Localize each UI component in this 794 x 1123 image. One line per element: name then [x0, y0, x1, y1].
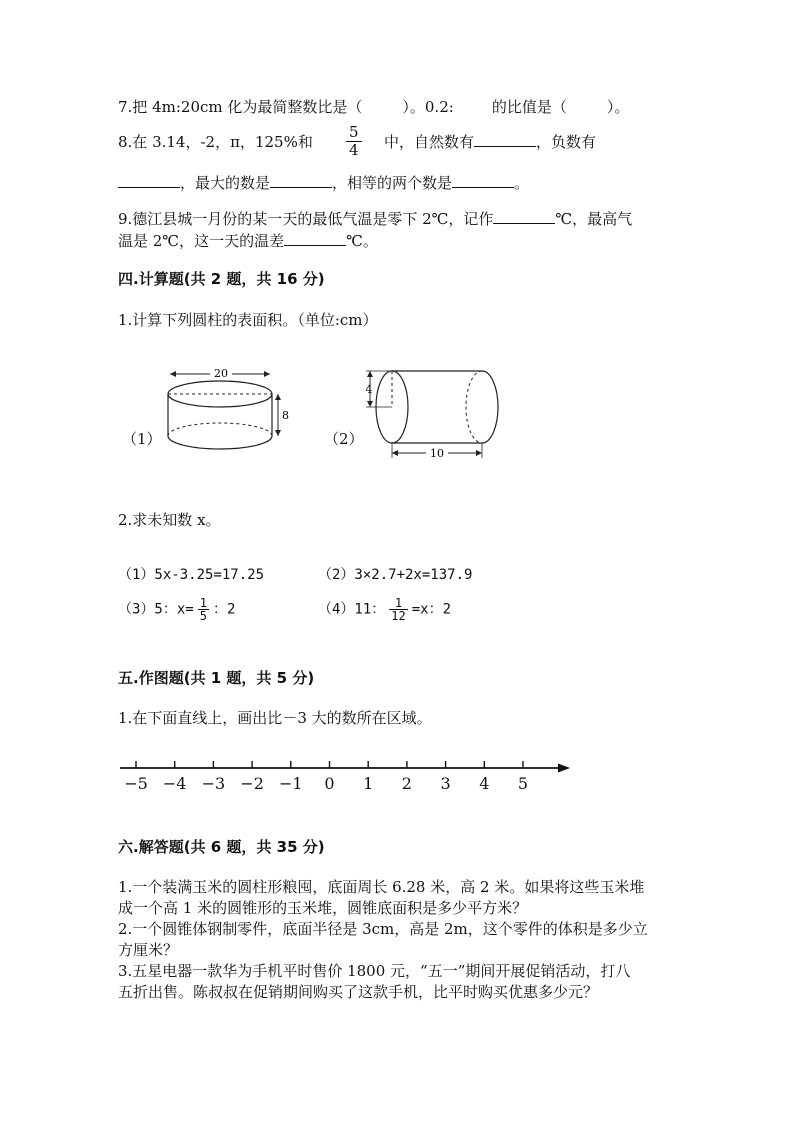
section-6-question-2-line-1: 2.一个圆锥体钢制零件，底面半径是 3cm，高是 2m，这个零件的体积是多少立: [118, 920, 648, 938]
equation-4: （4）11： $\frac{1}{12}$ =x：2: [318, 596, 452, 623]
cylinder-1-height-label: 8: [282, 409, 289, 422]
figure-1-label: （1）: [122, 430, 162, 448]
section-6-question-1-line-2: 成一个高 1 米的圆锥形的玉米堆，圆锥底面积是多少平方米？: [118, 899, 528, 917]
section-6-heading: 六.解答题(共 6 题，共 35 分): [118, 838, 325, 856]
equation-1: （1）5x-3.25=17.25: [118, 567, 265, 583]
section-5-question-1: 1.在下面直线上，画出比－3 大的数所在区域。: [118, 709, 432, 727]
question-8-line-2: ，最大的数是 ，相等的两个数是 。: [118, 172, 529, 193]
section-4-question-1: 1.计算下列圆柱的表面积。（单位:cm）: [118, 311, 378, 329]
question-7: 7.把 4m:20cm 化为最简整数比是（ ）。0.2: 的比值是（ ）。: [118, 98, 630, 116]
number-line-label: 3: [440, 774, 451, 793]
cylinder-2-radius-label: 4: [365, 383, 373, 396]
section-4-heading: 四.计算题(共 2 题，共 16 分): [118, 270, 325, 288]
cylinder-1-diagram: [160, 362, 295, 457]
number-line-label: −5: [124, 774, 148, 793]
cylinder-2-right-back: [466, 371, 482, 443]
answer-blank[interactable]: [284, 231, 346, 246]
answer-blank[interactable]: [118, 173, 180, 188]
arrowhead: [275, 394, 281, 400]
number-line[interactable]: [118, 758, 578, 778]
section-5-heading: 五.作图题(共 1 题，共 5 分): [118, 669, 315, 687]
arrowhead: [367, 401, 373, 407]
answer-blank[interactable]: [452, 173, 514, 188]
cylinder-2-length-label: 10: [430, 447, 444, 460]
cylinder-1-top-ellipse: [168, 381, 272, 407]
arrowhead: [392, 450, 398, 456]
answer-blank[interactable]: [270, 173, 332, 188]
number-line-arrow: [558, 764, 570, 773]
section-6-question-3-line-2: 五折出售。陈叔叔在促销期间购买了这款手机，比平时购买优惠多少元？: [118, 983, 599, 1001]
number-line-label: 2: [401, 774, 412, 793]
arrowhead: [275, 430, 281, 436]
question-8-line-1-tail: 中，自然数有 ，负数有: [384, 133, 597, 151]
section-4-question-2: 2.求未知数 x。: [118, 511, 221, 529]
cylinder-1-bottom-front: [168, 436, 272, 449]
answer-blank[interactable]: [474, 132, 536, 147]
question-8-line-1: 8.在 3.14，-2，π，125%和: [118, 133, 313, 151]
number-line-label: −2: [240, 774, 264, 793]
number-line-label: 5: [517, 774, 529, 793]
answer-blank[interactable]: [493, 209, 555, 224]
arrowhead: [476, 450, 482, 456]
number-line-label: −1: [279, 774, 303, 793]
number-line-label: −3: [201, 774, 226, 793]
question-9-line-1: 9.德江县城一月份的某一天的最低气温是零下 2℃，记作 ℃，最高气: [118, 210, 633, 228]
arrowhead: [264, 371, 270, 377]
number-line-label: −4: [162, 774, 187, 793]
section-6-question-1-line-1: 1.一个装满玉米的圆柱形粮囤，底面周长 6.28 米，高 2 米。如果将这些玉米堆: [118, 878, 645, 896]
cylinder-1-diameter-label: 20: [214, 367, 228, 380]
arrowhead: [367, 371, 373, 377]
number-line-label: 4: [479, 774, 490, 793]
fraction-five-fourths: $\frac{5}{4}$: [346, 124, 362, 159]
cylinder-1-bottom-back: [168, 423, 272, 436]
equation-3: （3）5：x= $\frac{1}{5}$ ：2: [118, 596, 236, 623]
number-line-label: 1: [363, 774, 374, 793]
section-6-question-3-line-1: 3.五星电器一款华为手机平时售价 1800 元，“五一”期间开展促销活动，打八: [118, 962, 631, 980]
number-line-label: 0: [324, 774, 335, 793]
figure-2-label: （2）: [324, 430, 364, 448]
cylinder-2-right-front: [482, 371, 498, 443]
question-9-line-2: 温是 2℃，这一天的温差 ℃。: [118, 232, 378, 250]
equation-2: （2）3×2.7+2x=137.9: [318, 567, 473, 583]
section-6-question-2-line-2: 方厘米？: [118, 941, 179, 959]
arrowhead: [170, 371, 176, 377]
cylinder-2-diagram: [360, 362, 505, 462]
